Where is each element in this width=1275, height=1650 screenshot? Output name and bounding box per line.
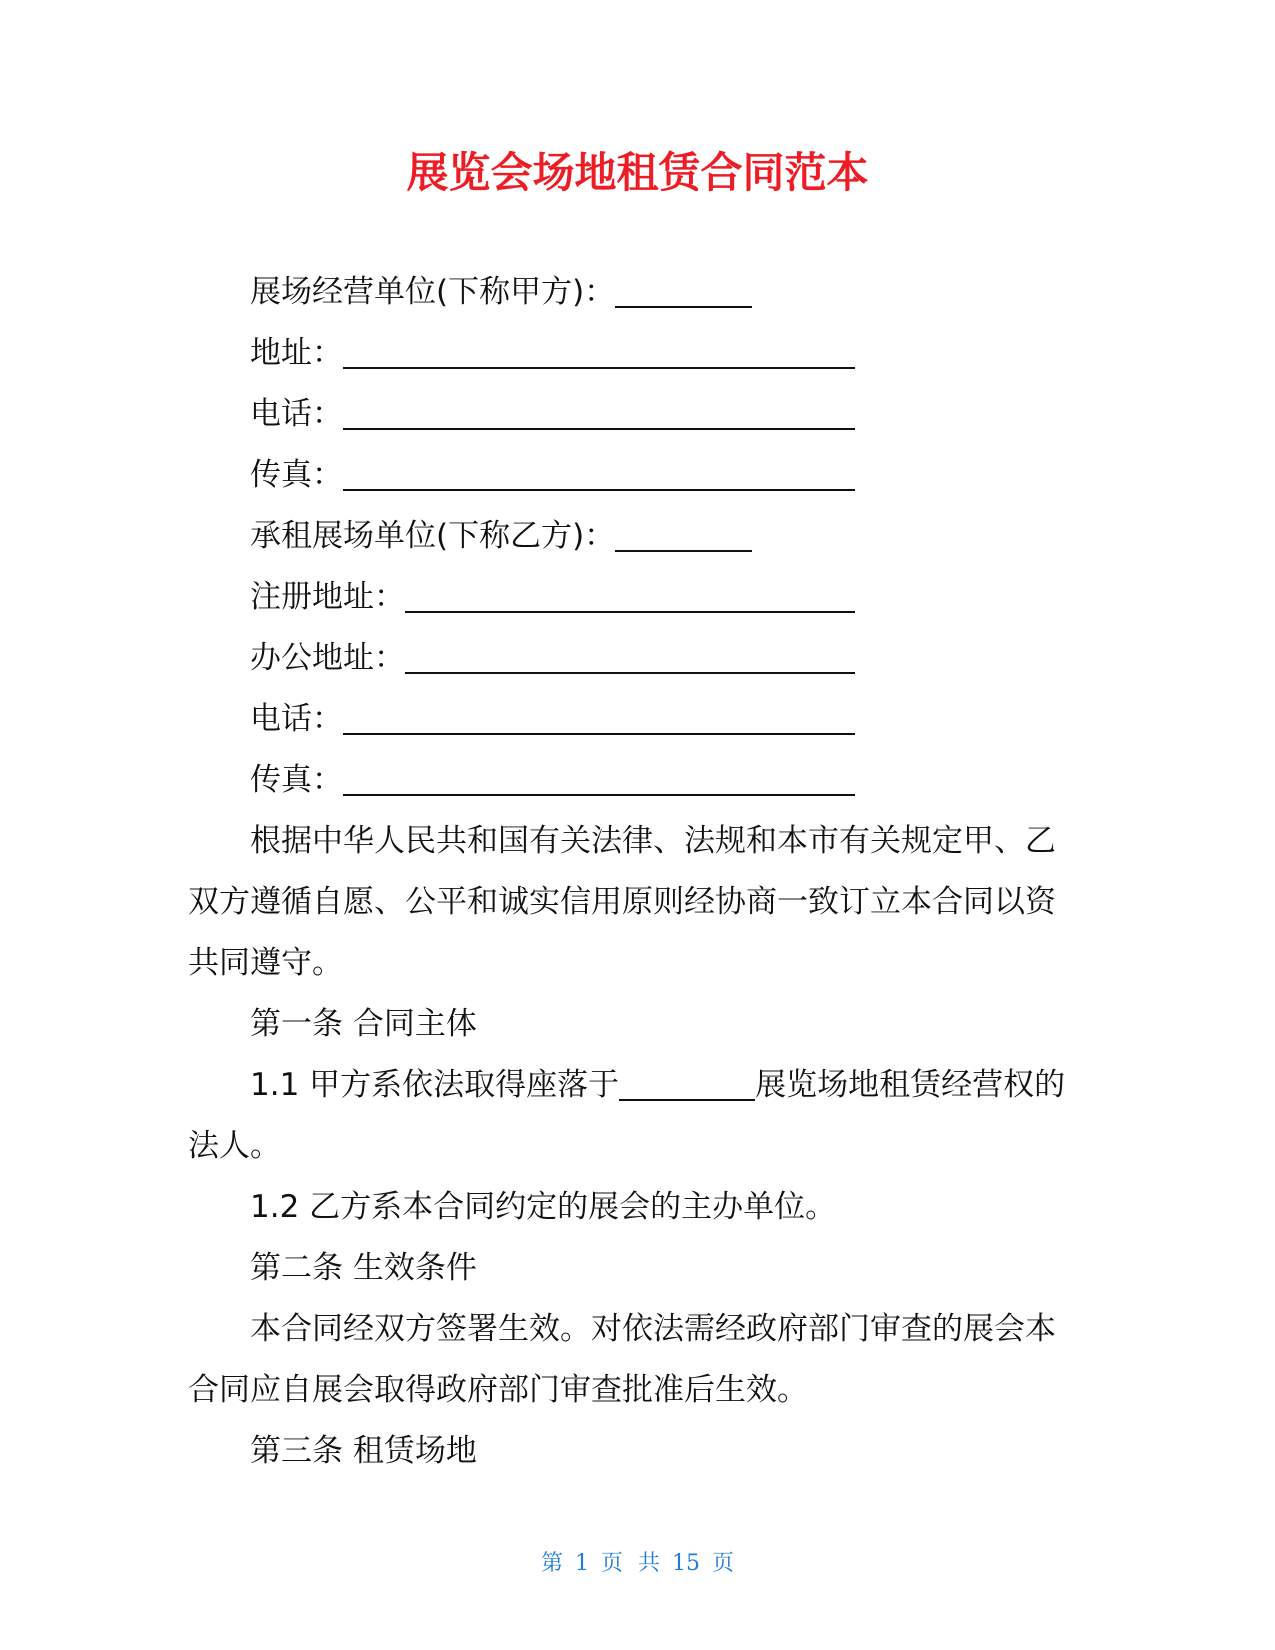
- party-b-phone-line: [188, 689, 1078, 750]
- party-a-unit-line: [188, 262, 1078, 323]
- party-b-unit-label: 承租展场单位(下称乙方)：: [250, 518, 616, 554]
- party-b-office-address-line: [188, 628, 1078, 689]
- party-a-unit-label: 展场经营单位(下称甲方)：: [250, 274, 616, 310]
- clause-1-1-location-blank: [619, 1065, 755, 1101]
- party-a-phone-blank: [343, 394, 855, 430]
- footer-prefix: 第: [540, 1551, 563, 1576]
- party-a-fax-line: [188, 445, 1078, 506]
- party-a-fax-label: 传真：: [250, 457, 343, 493]
- footer-total-pages: 15: [672, 1551, 700, 1576]
- document-title: 展览会场地租赁合同范本: [406, 148, 869, 197]
- footer-page-number: 1: [575, 1551, 589, 1576]
- footer-middle: 页 共: [601, 1551, 660, 1576]
- preamble-paragraph: 根据中华人民共和国有关法律、法规和本市有关规定甲、乙双方遵循自愿、公平和诚实信用原则经协商一致订立本合同以资共同遵守。: [188, 823, 1056, 981]
- article-2-heading: 第二条 生效条件: [250, 1250, 477, 1286]
- clause-1-1-suffix: 展览场地租赁经营权的法人。: [188, 1067, 1066, 1164]
- clause-1-1-prefix: 1.1 甲方系依法取得座落于: [250, 1067, 620, 1103]
- party-a-address-label: 地址：: [250, 335, 343, 371]
- clause-1-2: 1.2 乙方系本合同约定的展会的主办单位。: [250, 1189, 837, 1225]
- document-body: [188, 262, 1078, 1482]
- party-b-registered-address-line: [188, 567, 1078, 628]
- article-3-heading: 第三条 租赁场地: [250, 1433, 477, 1469]
- party-b-office-address-blank: [405, 638, 855, 674]
- page-footer: [0, 1546, 1275, 1577]
- article-2-text: 本合同经双方签署生效。对依法需经政府部门审查的展会本合同应自展会取得政府部门审查批准后生效。: [188, 1311, 1056, 1408]
- party-a-phone-line: [188, 384, 1078, 445]
- footer-suffix: 页: [712, 1551, 735, 1576]
- party-b-fax-label: 传真：: [250, 762, 343, 798]
- party-b-phone-blank: [343, 699, 855, 735]
- party-a-unit-blank: [615, 272, 752, 308]
- party-b-unit-line: [188, 506, 1078, 567]
- party-b-fax-line: [188, 750, 1078, 811]
- party-b-registered-address-blank: [405, 577, 855, 613]
- party-b-registered-address-label: 注册地址：: [250, 579, 405, 615]
- party-a-address-blank: [343, 333, 855, 369]
- clause-1-1: [188, 1055, 1078, 1177]
- party-a-address-line: [188, 323, 1078, 384]
- party-b-fax-blank: [343, 760, 855, 796]
- party-b-unit-blank: [615, 516, 752, 552]
- party-b-phone-label: 电话：: [250, 701, 343, 737]
- party-a-fax-blank: [343, 455, 855, 491]
- article-1-heading: 第一条 合同主体: [250, 1006, 477, 1042]
- party-b-office-address-label: 办公地址：: [250, 640, 405, 676]
- party-a-phone-label: 电话：: [250, 396, 343, 432]
